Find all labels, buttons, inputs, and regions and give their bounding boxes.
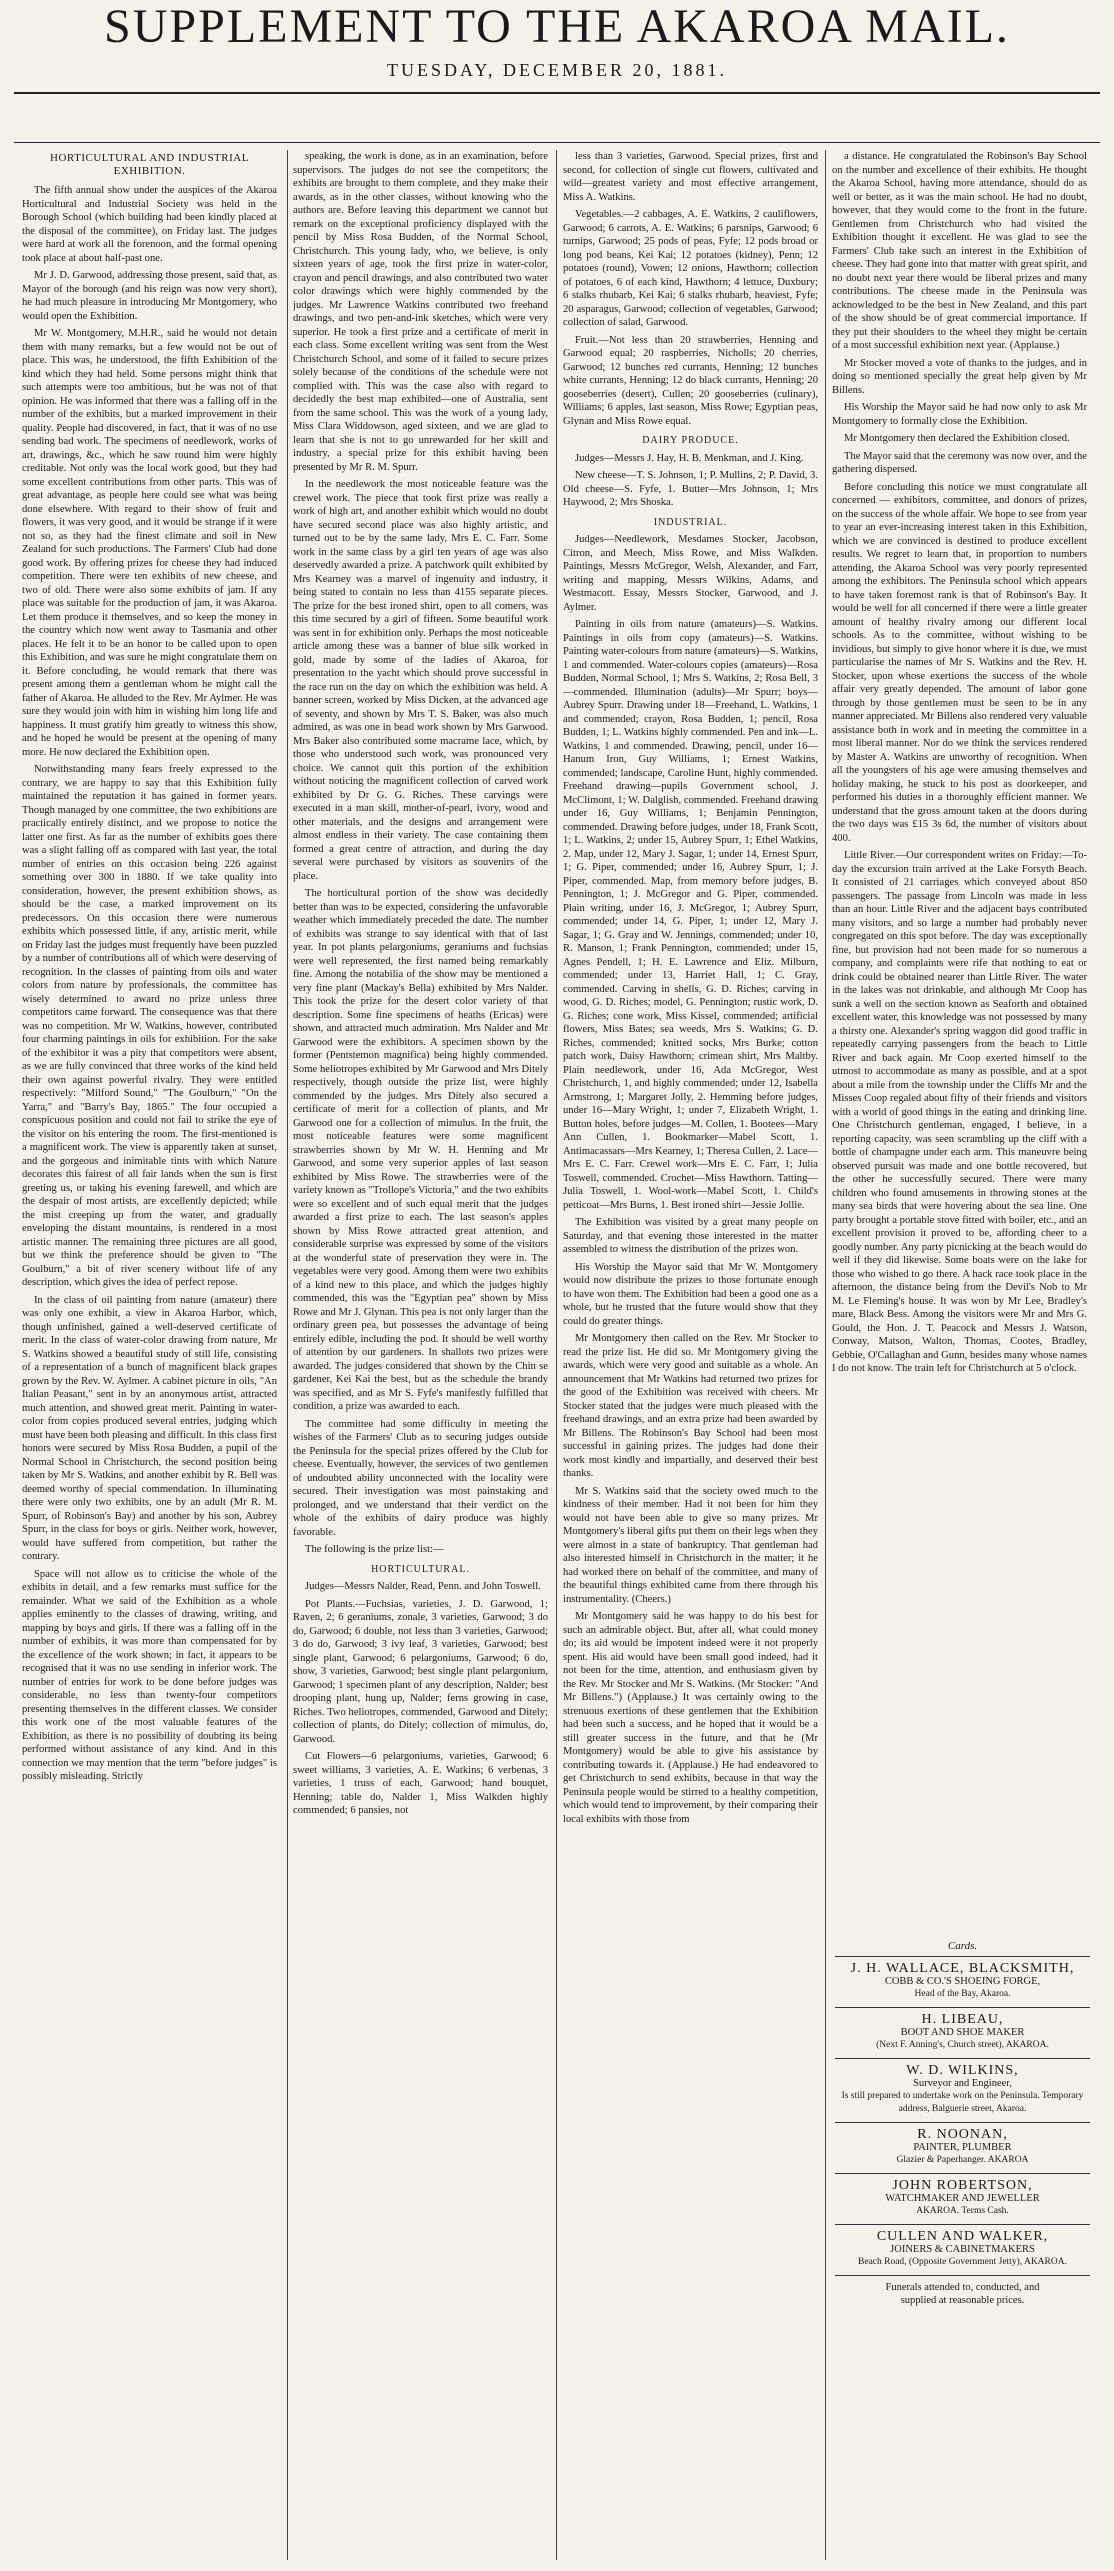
ad-line: Surveyor and Engineer, [912, 2078, 1012, 2089]
paragraph: Judges—Messrs Nalder, Read, Penn. and John Toswell. [305, 1581, 541, 1592]
article-heading: HORTICULTURAL AND INDUSTRIAL EXHIBITION. [50, 152, 249, 177]
paragraph: New cheese—T. S. Johnson, 1; P. Mullins, 2; P. David, 3. Old cheese—S. Fyfe, 1. Butter—Mrs Johnson, 1; Mrs Haywood, 2; Mrs Shoska. [563, 470, 818, 508]
section-subheading-dairy: DAIRY PRODUCE. [642, 435, 739, 446]
paragraph: Mr J. D. Garwood, addressing those present, said that, as Mayor of the borough (and his reign was now very short), he had much pleasure in introducing Mr Montgomery, who would open the Exhibition. [22, 270, 277, 322]
paragraph: The committee had some difficulty in meeting the wishes of the Farmers' Club as to securing judges outside the Peninsula for the special prizes offered by the Club for cheese. Eventually, however, the services of two gentlemen of undoubted ability unconnected with the locality were secured. Their investigation was most painstaking and prolonged, and we understand that their verdict on the whole of the exhibits of dairy produce was highly favorable. [293, 1418, 548, 1538]
ad-line: WATCHMAKER AND JEWELLER [885, 2193, 1040, 2204]
paragraph: The following is the prize list:— [305, 1544, 444, 1555]
paragraph: Judges—Messrs J. Hay, H. B. Menkman, and J. King. [575, 452, 804, 464]
advertisement [835, 2058, 1090, 2122]
column-2 [293, 150, 548, 2560]
paragraph: Mr Stocker moved a vote of thanks to the judges, and in doing so mentioned specially the great help given by Mr Billens. [832, 357, 1087, 396]
paragraph: Mr Montgomery then declared the Exhibition closed. [844, 433, 1070, 444]
paragraph: a distance. He congratulated the Robinson's Bay School on the number and excellence of their exhibits. He thought the Akaroa School, having more attendance, should do as well or better, as it was the main school. He had no doubt, however, that they would come to the front in the future. Gentlemen from Christchurch who had visited the Exhibition thought it excellent. He was glad to see the Farmers' Club take such an interest in the Exhibition of cheese. They had gone into that matter with great spirit, and no doubt next year there would be liberal prizes and many contributions. The cheese made in the Peninsula was acknowledged to be the best in New Zealand, and this part of the show should be of great commercial importance. If they put their shoulders to the wheel they might be certain of a most successful exhibition next year. (Applause.) [832, 151, 1087, 351]
masthead-rule-top [14, 92, 1100, 94]
ad-line: BOOT AND SHOE MAKER [900, 2027, 1025, 2038]
column-4 [832, 150, 1087, 1940]
ad-line: PAINTER, PLUMBER [913, 2142, 1012, 2153]
ad-title: JOHN ROBERTSON, [892, 2178, 1033, 2193]
paragraph: His Worship the Mayor said that Mr W. Montgomery would now distribute the prizes to those fortunate enough to have won them. The Exhibition had been a good one as a whole, but he trusted that the future would show that they could do greater things. [563, 1261, 818, 1327]
ad-line: supplied at reasonable prices. [900, 2295, 1025, 2306]
ad-line: Glazier & Paperhanger. AKAROA [896, 2155, 1029, 2165]
ad-line: JOINERS & CABINETMAKERS [890, 2244, 1035, 2255]
ad-line: Beach Road, (Opposite Government Jetty), AKAROA. [858, 2257, 1067, 2267]
ad-line: Is still prepared to undertake work on the Peninsula. Temporary address, Balguerie street, Akaroa. [841, 2091, 1084, 2114]
ad-title: R. NOONAN, [917, 2127, 1008, 2142]
cards-section [835, 1940, 1090, 2313]
paragraph: Before concluding this notice we must congratulate all concerned — exhibitors, committee, and donors of prizes, on the success of the whole affair. We hope to see from year to year an ever-increasing interest taken in this Exhibition, which we are convinced is destined to produce excellent results. We regret to learn that, in proportion to numbers attending, the Akaroa School was very poorly represented among the exhibitors. The Peninsula school which appears to have taken foremost rank is that of Robinson's Bay. It would be well for all concerned if there were a little greater amount of healthy rivalry among our different local schools. As to the committee, without wishing to be invidious, but simply to give honor where it is due, we must particularise the names of Mr S. Watkins and the Rev. H. Stocker, upon whose exertions the success of the whole affair very greatly depended. The amount of labor gone through by those gentlemen must be seen to be in any manner appreciated. Mr Billens also rendered very valuable assistance both in work and in meeting the committee in a most liberal manner. Nor do we think the services rendered by Master A. Watkins are unworthy of recognition. When all the youngsters of his age were amusing themselves and holiday making, he stuck to his post as doorkeeper, and performed his duties in a thoroughly efficient manner. We understand that the gross amount taken at the doors during the two days was £15 3s 6d, the number of visitors about 400. [832, 481, 1087, 844]
paragraph: The horticultural portion of the show was decidedly better than was to be expected, considering the unfavorable weather which immediately preceded the date. The number of exhibits was strange to say identical with that of last year. In pot plants pelargoniums, geraniums and fuchsias were well represented, the first named being remarkably fine. Among the notabilia of the show may be mentioned a very fine plant (Mackay's Bella) exhibited by Mrs Nalder. This took the prize for the desert color variety of that description. Some fine specimens of heaths (Ericas) were shown, and attracted much admiration. Mrs Nalder and Mr Garwood were the exhibitors. A specimen shown by the former (Pentstemon magnifica) being highly commended. Some heliotropes exhibited by Mr Garwood and Mrs Ditely respectively, though outside the prize list, were highly commended by the judges. Mrs Ditely also secured a certificate of merit for a collection of plants, and Mr Garwood one for a collection of mimulus. In the fruit, the most noticeable features were some magnificent strawberries shown by Mr W. H. Henning and Mr Garwood, and some very superior apples of last season exhibited by Miss Rowe. The strawberries were of the variety known as "Trollope's Victoria," and the two exhibits were so excellent and of such equal merit that the judges awarded a first prize to each. The last season's apples shown by Miss Rowe attracted great attention, and considerable surprise was expressed by some of the visitors at the wonderful state of preservation they were in. The vegetables were very good. Among them were two exhibits of a kind new to this place, and which the judges highly commended, this was the "Egyptian pea" shown by Miss Rowe and Mr J. Glynan. This pea is not only larger than the ordinary green pea, but possesses the advantage of being entirely edible, including the pod. It should be well worthy of attention by our gardeners. In shallots two prizes were awarded. The judges considered that shown by the Chin se gardener, Kei Kai the best, but as the schedule the brandy was specified, and as Mr S. Fyfe's manifestly fulfilled that condition, a prize was awarded to each. [293, 888, 548, 1412]
ad-line: AKAROA. Terms Cash. [916, 2206, 1009, 2216]
paragraph: The Exhibition was visited by a great many people on Saturday, and that evening those interested in the matter assembled to witness the distribution of the prizes won. [563, 1217, 818, 1255]
advertisement [835, 2122, 1090, 2173]
paragraph: less than 3 varieties, Garwood. Special prizes, first and second, for collection of single cut flowers, cultivated and wild—greatest variety and most effective arrangement, Miss A. Watkins. [563, 151, 818, 203]
paragraph: Little River.—Our correspondent writes on Friday:—To-day the excursion train arrived at the Lake Forsyth Beach. It consisted of 21 carriages which conveyed about 850 passengers. The passage from Lincoln was made in less than an hour. Little River and the adjacent bays contributed many visitors, and so large a number had probably never congregated on this spot before. The day was exceptionally fine, but provision had not been made for so numerous a company, and complaints were rife that nothing to eat or drink could be obtained nearer than Little River. The water in the lakes was not drinkable, and although Mr Coop has sunk a well on the section known as Seaforth and obtained excellent water, this knowledge was not possessed by many a thirsty one. Alexander's spring waggon did good traffic in repeatedly carrying passengers from the beach to Little River and back again. Mr Coop exerted himself to the utmost to accommodate as many as possible, and at a spot about a mile from the township under the Cliffs Mr and the Misses Coop regaled about fifty of their friends and visitors with a world of good things in the eating and drinking line. One Christchurch gentleman, engaged, I believe, in a reporting capacity, was seen scrambling up the cliff with a bottle of champagne under each arm. This maneuvre being observed pursuit was made and one bottle recovered, but the other he successfully secured. There were many children who found amusements in throwing stones at the many sea birds that were hovering about the sea line. One party brought a portable stove fitted with boiler, etc., and an excellent provision it proved to be, affording cheer to a goodly number. Any party picnicking at the beach would do well if they did likewise. Some boats were on the lake for those who wished to go there. A hack race took place in the afternoon, the distance being from the Devil's Nob to Mr M. Le Fleming's house. It was won by Mr Lee, Bradley's mare, Black Bess. Among the visitors were Mr and Mrs G. Gould, the Hon. J. T. Peacock and Messrs J. Watson, Conway, Matson, Walton, Thomas, Cootes, Bradley, Gebbie, O'Callaghan and Gunn, besides many whose names I do not know. The train left for Christchurch at 5 o'clock. [832, 850, 1087, 1374]
paragraph: His Worship the Mayor said he had now only to ask Mr Montgomery to formally close the Exhibition. [832, 402, 1087, 427]
masthead-title: SUPPLEMENT TO THE AKAROA MAIL. [104, 0, 1010, 53]
column-separator [287, 150, 288, 2560]
column-3 [563, 150, 818, 2560]
column-separator [825, 150, 826, 2560]
masthead-rule-bottom [14, 142, 1100, 143]
ad-line: Head of the Bay, Akaroa. [914, 1989, 1011, 1999]
cards-heading: Cards. [947, 1940, 978, 1952]
paragraph: Mr W. Montgomery, M.H.R., said he would not detain them with many remarks, but a few would not be out of place. This was, he understood, the fifth Exhibition of the kind which they had held. Some persons might think that such attempts were too ambitious, but he was not of that opinion. He was informed that there was a falling off in the number of the exhibits, but a marked improvement in their quality. People had discovered, in fact, that it was of no use sending bad work. The specimens of needlework, works of art, drawings, &c., which he saw round him were highly creditable. Not only was the local work good, but they had some excellent contributions from other parts. This was of great advantage, as people here could see what was being done elsewhere. With regard to their show of fruit and flowers, it was very good, and it would be strange if it were not so, as they had the finest climate and soil in New Zealand for such productions. The Farmers' Club had done good work. By offering prizes for cheese they had induced competition. There were ten exhibits of new cheese, and two of old. There were also some exhibits of jam. If any place was suitable for the production of jam, it was Akaroa. Let them produce it themselves, and so keep the money in the country which now went away to Tasmania and other places. He felt it to be an honor to be called upon to open this Exhibition, and was sure he might congratulate them on it. Before concluding, he would remark that there was present among them a gentleman whom he might call the father of Akaroa. He alluded to the Rev. Mr Aylmer. He was sure they would join with him in wishing him long life and happiness. It must gratify him greatly to witness this show, and he hoped he would be present at the opening of many more. He now declared the Exhibition open. [22, 328, 277, 758]
paragraph: Pot Plants.—Fuchsias, varieties, J. D. Garwood, 1; Raven, 2; 6 geraniums, zonale, 3 varieties, Garwood; 3 do do, Garwood; 6 double, not less than 3 varieties, Garwood; 3 do do, Garwood; 3 ivy leaf, 3 varieties, Garwood; best single plant, Garwood; 6 pelargoniums, Garwood; 6 do, show, 3 varieties, Garwood; best single plant pelargonium, Garwood; 1 specimen plant of any description, Nalder; best drooping plant, hung up, Nalder; ferns growing in case, Riches. Two heliotropes, commended, Garwood and Ditely; collection of plants, do Ditely; collection of mimulus, do, Garwood. [293, 1598, 548, 1745]
ad-title: W. D. WILKINS, [906, 2063, 1019, 2078]
paragraph: Judges—Needlework, Mesdames Stocker, Jacobson, Citron, and Meech, Miss Rowe, and Miss Walkden. Paintings, Messrs McGregor, Welsh, Alexander, and Farr, writing and mapping, Messrs Wilkins, Adams, and Westmacott. Essay, Messrs Stocker, Garwood, and J. Aylmer. [563, 534, 818, 613]
advertisement [835, 1956, 1090, 2007]
ad-line: (Next F. Anning's, Church street), AKAROA. [876, 2040, 1049, 2050]
advertisement [835, 2007, 1090, 2058]
advertisement [835, 2275, 1090, 2313]
advertisement [835, 2173, 1090, 2224]
paragraph: speaking, the work is done, as in an examination, before supervisors. The judges do not see the competitors; the exhibits are brought to them complete, and they make their awards, as in the other classes, without knowing who the authors are. Before leaving this department we cannot but remark on the exceptional proficiency displayed with the pencil by Miss Rosa Budden, of the Normal School, Christchurch. This young lady, who, we believe, is only sixteen years of age, took the first prize in water-color, crayon and pencil drawings, and also contributed two water color drawings which were highly commended by the judges. Mr Lawrence Watkins contributed two freehand drawings, and two pen-and-ink sketches, which were very superior. He took a first prize and a certificate of merit in each class. Some excellent writing was sent from the West Christchurch School, and some of it failed to secure prizes solely because of the conditions of the schedule were not complied with. This was the case also with regard to decidedly the best map exhibited—one of Australia, sent from the same school. This was the work of a young lady, Miss Clara Widdowson, aged sixteen, and we are glad to learn that she is not to go unrewarded for her skill and industry, a special prize for this exhibit having been presented by Mr R. M. Spurr. [293, 151, 548, 473]
section-subheading-horticultural: HORTICULTURAL. [371, 1563, 470, 1575]
ad-title: CULLEN AND WALKER, [876, 2229, 1049, 2244]
ad-line: COBB & CO.'S SHOEING FORGE, [884, 1976, 1041, 1987]
paragraph: In the class of oil painting from nature (amateur) there was only one exhibit, a view in Akaroa Harbor, which, though unfinished, gained a well-deserved certificate of merit. In the class of water-color drawing from nature, Mr S. Watkins showed a beautiful study of still life, consisting of a representation of a bunch of magnificent black grapes grown by the Rev. W. Aylmer. A cabinet picture in oils, "An Italian Peasant," sent in by an anonymous artist, attracted much attention, and showed great merit. Painting in water-color from copies produced several entries, judging which must have been both pleasing and difficult. In this class first honors were secured by Miss Rosa Budden, a pupil of the Normal School in Christchurch, the second position being taken by Mr S. Watkins, and another exhibit by R. Bell was deemed worthy of special commendation. In illuminating there were only two exhibits, one by an adult (Mr R. M. Spurr, of Robinson's Bay) and another by his son, Aubrey Spurr, in the class for boys or girls. Neither work, however, would have suffered from competition, but rather the contrary. [22, 1294, 277, 1562]
paragraph: Painting in oils from nature (amateurs)—S. Watkins. Paintings in oils from copy (amateurs)—S. Watkins. Painting water-colours from nature (amateurs)—S. Watkins, 1 and commended. Water-colours copies (amateurs)—Rosa Budden, Normal School, 1; Mrs S. Watkins, 2; Rosa Bell, 3—commended. Illumination (adults)—Mr Spurr; boys—Aubrey Spurr. Drawing under 18—Freehand, L. Watkins, 1 and commended; crayon, Rosa Budden, 1; pencil, Rosa Budden, 1; L. Watkins highly commended. Pen and ink—L. Watkins, 1 and commended. Drawing, pencil, under 16—Hanum Iron, Guy Williams, 1; Ernest Watkins, commended; landscape, Caroline Hunt, highly commended. Freehand drawing—pupils Government school, J. McClimont, 1; W. Dalglish, commended. Freehand drawing under 16, Guy Williams, 1; Benjamin Pennington, commended. Drawing before judges, under 18, Frank Scott, 1; L. Watkins, 2; under 15, Aubrey Spurr, 1; Ethel Watkins, 2. Map, under 12, Mary J. Sagar, 1; under 14, Ernest Spurr, 1; G. Piper, commended; under 16, Aubrey Spurr, 1; J. Piper, commended. Map, from memory before judges, B. Pennington, 1; J. McGregor and G. Piper, commended. Plain writing, under 16, J. McGregor, 1; Aubrey Spurr, commended; under 14, G. Piper, 1; under 12, Mary J. Sagar, 1; G. Gray and W. Jennings, commended; under 10, R. Manson, 1; Frank Pennington, commended; under 15, Agnes Pendell, 1; H. E. Lawrence and Eliz. Milburn, commended; under 13, Harriet Hall, 1; C. Gray, commended. Carving in shells, G. D. Riches; carving in wood, G. D. Riches; model, G. Pennington; rustic work, D. G. Riches; cone work, Miss Kissel, commended; artificial flowers, Miss Bates; sea weeds, Mrs S. Watkins; G. D. Riches, commended; knitted socks, Mrs Burke; cotton patch work, Daisy Hawthorn; crimean shirt, Mrs Maltby. Plain needlework, under 16, Ada McGregor, West Christchurch, 1, and highly commended; under 12, Isabella Armstrong, 1; Margaret Jolly, 2. Hemming before judges, under 16—Mary Wright, 1; under 7, Elizabeth Wright, 1. Button holes, before judges—M. Collen, 1. Bootees—Mary Ann Cullen, 1. Bookmarker—Mabel Scott, 1. Antimacassars—Mrs Kearney, 1; Theresa Cullen, 2. Lace—Mrs E. C. Farr. Crewel work—Mrs E. C. Farr, 1; Julia Toswell, commended. Crochet—Miss Hawthorn. Tatting—Julia Toswell, 1. Wool-work—Mabel Scott, 1. Child's petticoat—Mrs Burns, 1. Best ironed shirt—Jessie Jollie. [563, 619, 818, 1211]
paragraph: Vegetables.—2 cabbages, A. E. Watkins, 2 cauliflowers, Garwood; 6 carrots, A. E. Watkins; 6 parsnips, Garwood; 6 turnips, Garwood; 25 pods of peas, Fyfe; 12 pods broad or long pod beans, Kei Kai; 12 potatoes (kidney), Penn; 12 potatoes (round), Vowen; 12 onions, Hawthorn; collection of potatoes, 6 of each kind, Hawthorn; 4 lettuce, Duxbury; 6 stalks rhubarb, Kei Kai; 6 stalks rhubarb, heaviest, Fyfe; 20 asparagus, Garwood; collection of vegetables, Garwood; collection of salad, Garwood. [563, 209, 818, 328]
column-1 [22, 150, 277, 2560]
ad-title: H. LIBEAU, [921, 2012, 1004, 2027]
paragraph: The fifth annual show under the auspices of the Akaroa Horticultural and Industrial Society was held in the Borough School (which building had been kindly placed at the disposal of the committee), on Friday last. The judges were hard at work all the forenoon, and the formal opening took place at about half-past one. [22, 185, 277, 264]
paragraph: Cut Flowers—6 pelargoniums, varieties, Garwood; 6 sweet williams, 3 varieties, A. E. Watkins; 6 verbenas, 3 varieties, 1 truss of each, Garwood; hand bouquet, Henning; table do, Nalder 1, Miss Walkden highly commended; 6 pansies, not [293, 1751, 548, 1816]
paragraph: Mr Montgomery then called on the Rev. Mr Stocker to read the prize list. He did so. Mr Montgomery giving the awards, which were very good and suitable as a whole. An announcement that Mr Watkins had returned two prizes for the good of the Exhibition was received with cheers. Mr Stocker stated that the judges were much pleased with the freehand drawings, and an extra prize had been awarded by Mr Billens. The Robinson's Bay School had been most successful in gaining prizes. The judges had done their work most kindly and impartially, and deserved their best thanks. [563, 1333, 818, 1479]
paragraph: Mr Montgomery said he was happy to do his best for such an admirable object. But, after all, what could money do; its aid would be impotent indeed were it not properly spent. His aid would have been small good indeed, had it not been for the time, attention, and enthusiasm given by the Rev. Mr Stocker and Mr S. Watkins. (Mr Stocker: "And Mr Billens.") (Applause.) It was certainly owing to the strenuous exertions of these gentlemen that the Exhibition had been such a success, and he hoped that it would be a still greater success in the future, and that he (Mr Montgomery) would be able to give his assistance by contributing towards it. (Applause.) He had endeavored to get Christchurch to send exhibits, because in that way the Peninsula people would be stirred to a healthy competition, which would tend to improvement, by their comparing their local exhibits with those from [563, 1611, 818, 1825]
section-subheading-industrial: INDUSTRIAL. [653, 516, 728, 528]
advertisement [835, 2224, 1090, 2275]
paragraph: In the needlework the most noticeable feature was the crewel work. The piece that took first prize was really a work of high art, and another exhibit which would no doubt have secured second place was also highly artistic, and turned out to be by the same lady, Mrs E. C. Farr. Some work in the same class by a girl ten years of age was also deservedly awarded a prize. A patchwork quilt exhibited by Mrs Kearney was a marvel of ingenuity and industry, it being stated to contain no less than 4155 separate pieces. The prize for the best ironed shirt, open to all comers, was this time secured by a girl of fifteen. Some beautiful work was sent in for exhibition only. Perhaps the most noticeable article among these was a banner of blue silk worked in gold, made by some of the ladies of Akaroa, for presentation to the yacht which should prove successful in the race run on the day on which the exhibition was held. A banner screen, worked by Miss Dicken, at the advanced age of seventy, and shown by Mrs T. S. Baker, was also much admired, as was one in bead work shown by Mrs Garwood. Mrs Baker also contributed some macrame lace, which, by those who understood such work, was pronounced very choice. We cannot quit this portion of the exhibition without noticing the magnificent collection of carved work exhibited by Dr G. G. Riches. These carvings were executed in a man skill, mother-of-pearl, ivory, wood and other materials, and the designs and arrangement were almost endless in their variety. The case containing them formed a great centre of attraction, and during the day several were purchased by visitors as souvenirs of the place. [293, 479, 548, 882]
column-separator [556, 150, 557, 2560]
paragraph: Fruit.—Not less than 20 strawberries, Henning and Garwood equal; 20 raspberries, Nicholls; 20 cherries, Garwood; 12 bunches red currants, Henning; 12 bunches white currants, Henning; 12 do black currants, Henning; 20 gooseberries (desert), Cullen; 20 gooseberries (culinary), Williams; 6 apples, last season, Miss Rowe; Egyptian peas, Glynan and Miss Rowe equal. [563, 334, 818, 427]
ad-title: J. H. WALLACE, BLACKSMITH, [850, 1961, 1075, 1976]
paragraph: Notwithstanding many fears freely expressed to the contrary, we are happy to say that this Exhibition fully maintained the reputation it has gained in former years. Though managed by one committee, the two exhibitions are practically entirely distinct, and we propose to notice the latter one first. As far as the number of exhibits goes there was a slight falling off as compared with last year, the total number of entries on this occasion being 226 against something over 300 in 1880. If we take quality into consideration, however, the present exhibition shows, as should be the case, a marked improvement on its predecessors. On this occasion there were numerous exhibits which possessed little, if any, artistic merit, while on Friday last the judges must frequently have been puzzled by a number of contributions all of which were deserving of recognition. In the classes of painting from oils and water colors from nature by professionals, the committee has wisely determined to award no prize unless three competitors came forward. The consequence was that there was no competition. Mr W. Watkins, however, contributed four charming paintings in oils for exhibition. For the sake of the exhibitor it was a pity that competitors were absent, as we are fully convinced that three works of the kind held their own against powerful rivalry. They were entitled respectively: "Milford Sound," "The Goulburn," "On the Yarra," and "Barry's Bay, 1865." The four occupied a conspicuous position and could not fail to strike the eye of the visitor on his entering the room. The first-mentioned is a magnificent work. The view is apparently taken at sunset, and the gorgeous and inimitable tints with which Nature decorates this fairest of all fair lands when the sun is first greeting us, or taking his evening farewell, and which are the despair of most artists, are excellently depicted; while the mist creeping up from the water, and gradually enveloping the distant mountains, is rendered in a most artistic manner. The remaining three pictures are all good, but we think the preference should be given to "The Goulburn," a bit of river scenery without life of any description, which gives the idea of perfect repose. [22, 764, 277, 1288]
paragraph: Space will not allow us to criticise the whole of the exhibits in detail, and a few remarks must suffice for the remainder. What we said of the Exhibition as a whole applies eminently to the classes of drawing, writing, and mapping by boys and girls. If there was a falling off in the number of exhibits, it was more than compensated for by the excellence of the work shown; in fact, it appears to be recognised that it was no use sending in inferior work. The number of entries for work to be done before judges was considerable, no less than twenty-four competitors presenting themselves in the different classes. We consider this work one of the most valuable features of the Exhibition, as there is no possibility of doubting its being performed without assistance of any kind. And in this connection we may mention that the term "before judges" is possibly misleading. Strictly [22, 1568, 277, 1782]
paragraph: Mr S. Watkins said that the society owed much to the kindness of their member. Had it not been for him they would not have been able to give so many prizes. Mr Montgomery's liberal gifts put them on their legs when they were almost in a state of bankruptcy. That gentleman had also interested himself in Christchurch in the matter; it he had worked there on behalf of the committee, and many of the beautiful things exhibited came from there through his instrumentality. (Cheers.) [563, 1485, 818, 1605]
ad-line: Funerals attended to, conducted, and [885, 2282, 1040, 2293]
paragraph: The Mayor said that the ceremony was now over, and the gathering dispersed. [832, 450, 1087, 475]
dateline: TUESDAY, DECEMBER 20, 1881. [386, 60, 728, 80]
